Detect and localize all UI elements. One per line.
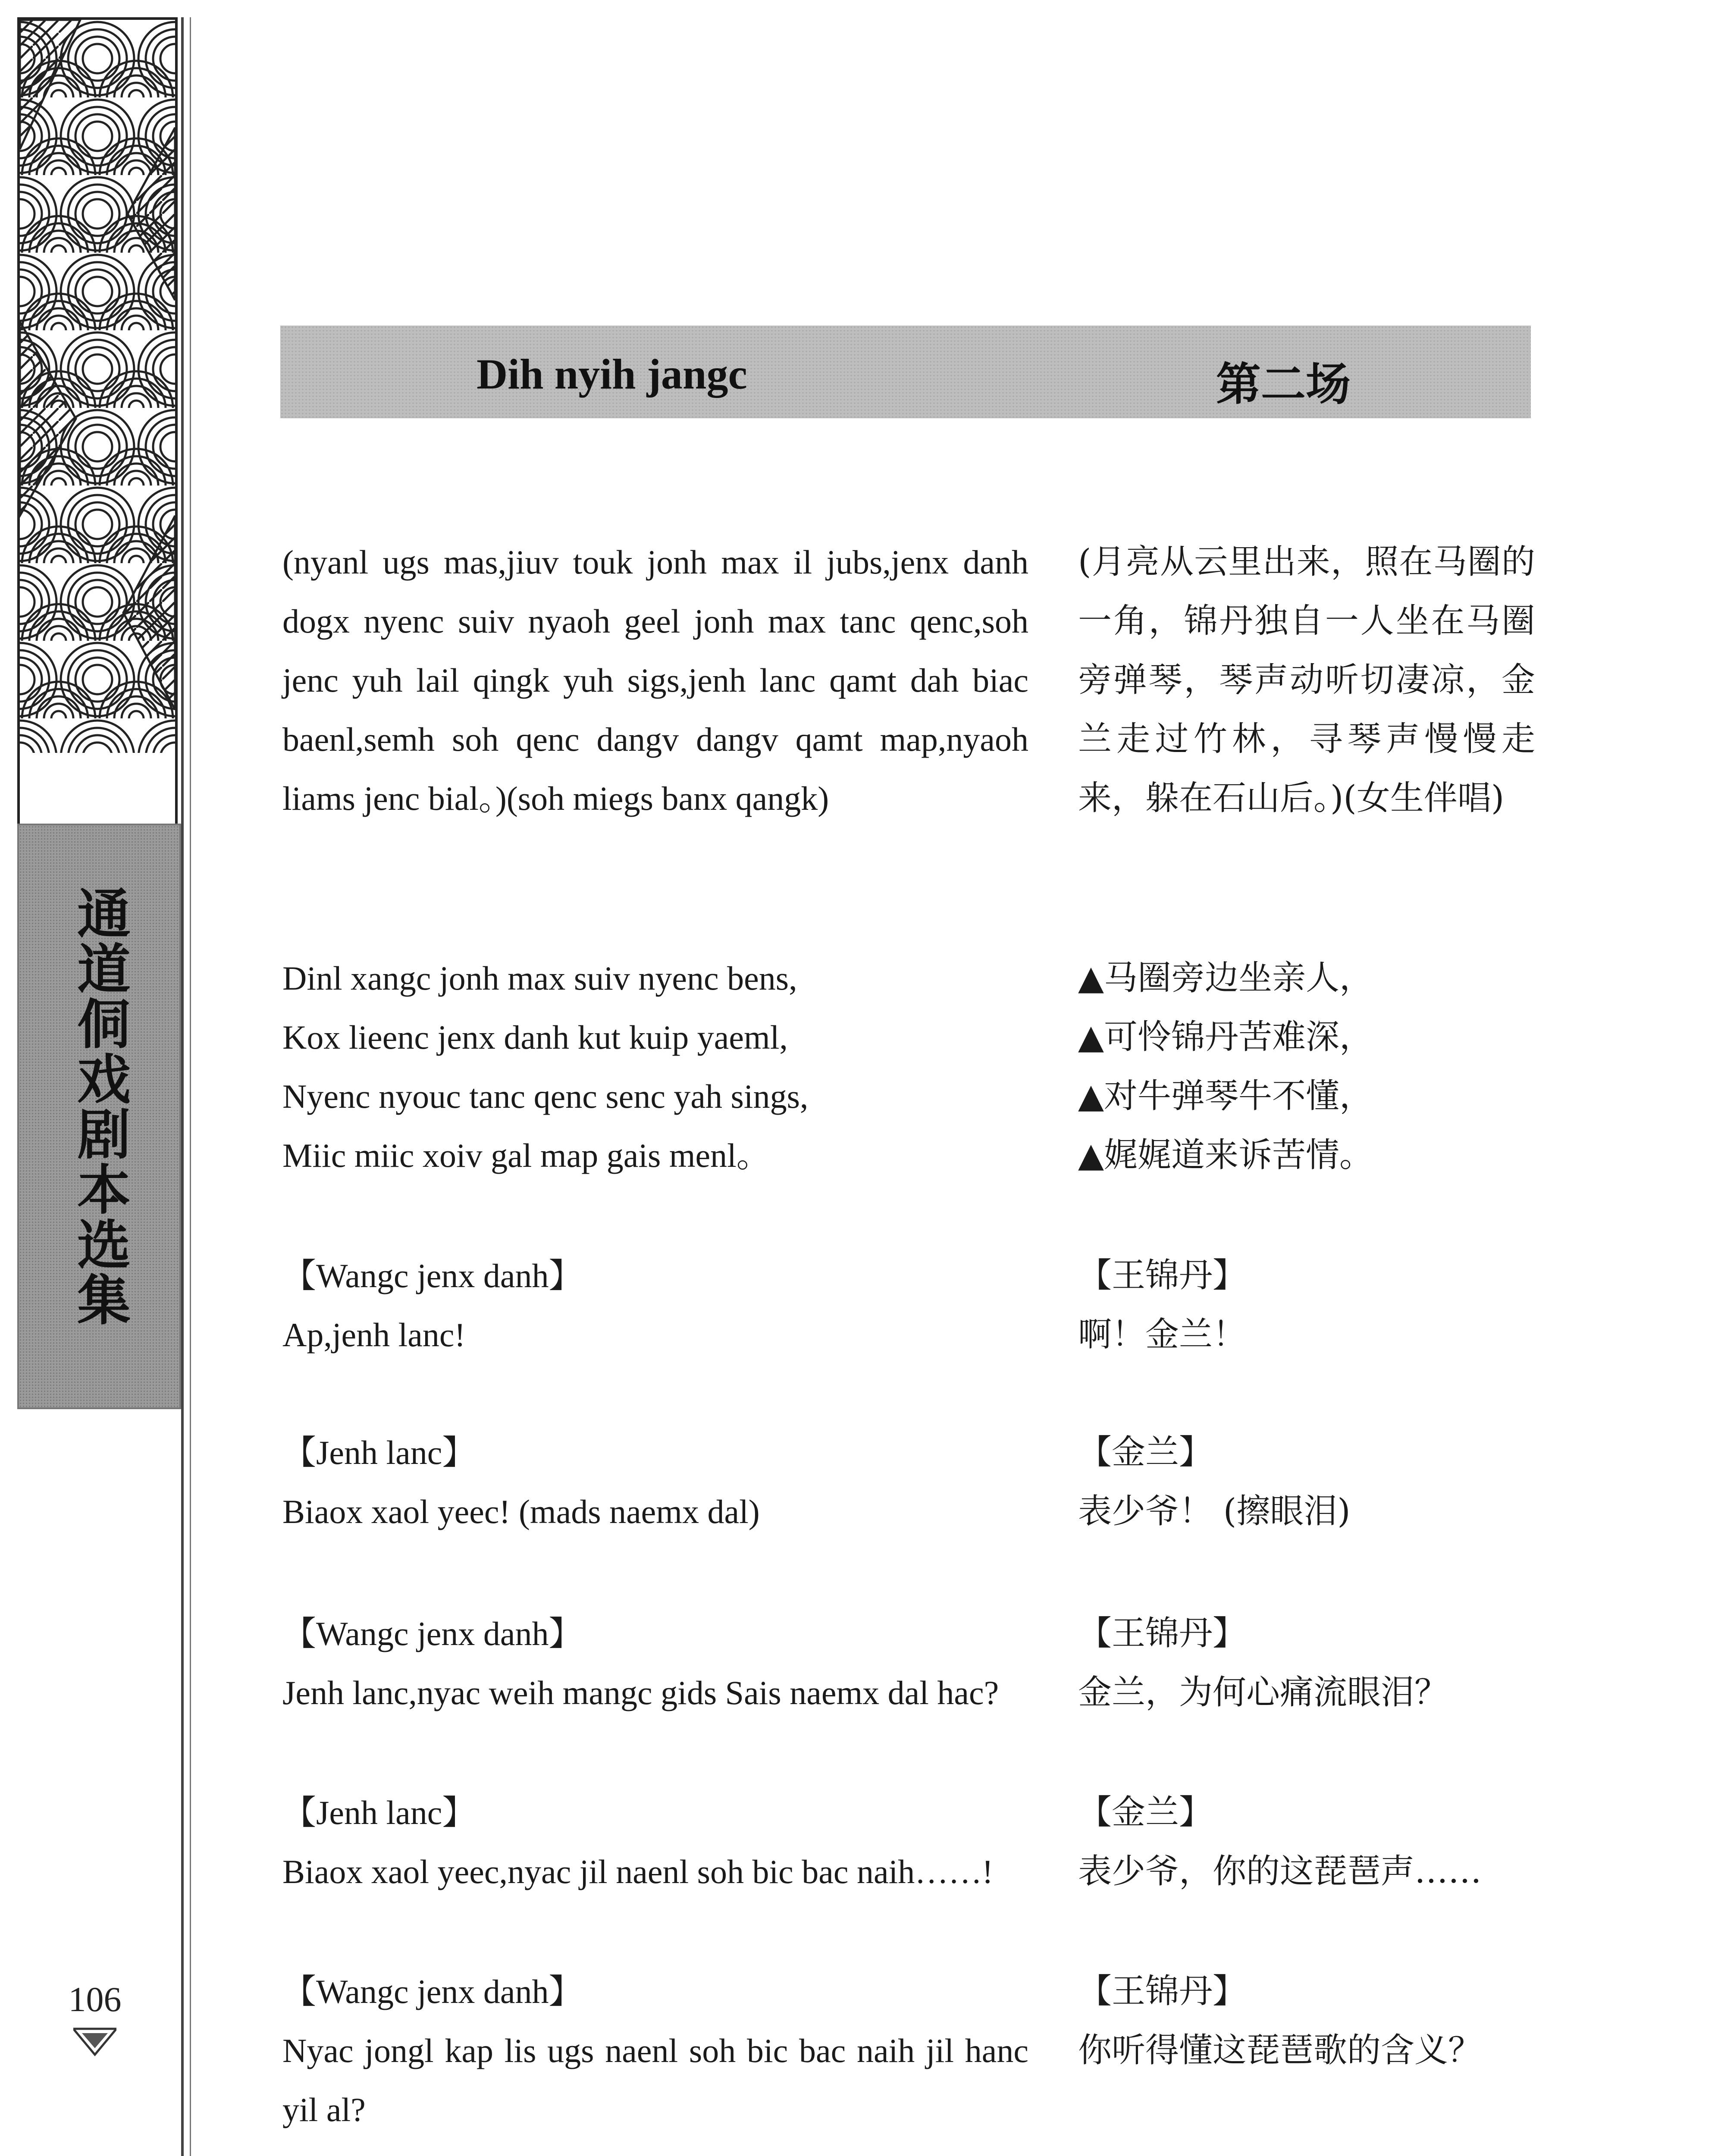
dialogue-3-dong <box>282 1783 1028 1901</box>
scene-title-dong: Dih nyih jangc <box>476 350 747 398</box>
speaker: 【Wangc jenx danh】 <box>282 1973 583 2010</box>
speaker: 【Jenh lanc】 <box>282 1794 476 1831</box>
page-number: 106 <box>68 1980 122 2019</box>
margin-rule <box>181 17 184 2156</box>
dialogue-line: 啊！金兰！ <box>1078 1315 1247 1354</box>
song-zh <box>1078 949 1535 1185</box>
speaker: 【Jenh lanc】 <box>282 1434 476 1471</box>
dialogue-line: 表少爷，你的这琵琶声…… <box>1078 1852 1482 1891</box>
dialogue-2-zh <box>1078 1604 1535 1722</box>
dialogue-0-dong <box>282 1246 1028 1364</box>
dialogue-line: Ap,jenh lanc! <box>282 1316 466 1354</box>
dialogue-1-dong <box>282 1423 1028 1541</box>
speaker: 【王锦丹】 <box>1078 1972 1247 2011</box>
dialogue-line: 金兰，为何心痛流眼泪？ <box>1078 1673 1448 1712</box>
ornament-icon <box>73 2027 116 2057</box>
song-line: Kox lieenc jenx danh kut kuip yaeml, <box>282 1018 788 1056</box>
song-line: ▲马圈旁边坐亲人， <box>1078 959 1373 997</box>
song-dong <box>282 949 1028 1185</box>
dialogue-2-dong <box>282 1604 1028 1722</box>
spine-panel <box>17 824 181 1409</box>
speaker: 【王锦丹】 <box>1078 1256 1247 1295</box>
song-line: Nyenc nyouc tanc qenc senc yah sings, <box>282 1078 809 1115</box>
dialogue-1-zh <box>1078 1423 1535 1541</box>
dialogue-0-zh <box>1078 1246 1535 1364</box>
dialogue-line: 你听得懂这琵琶歌的含义？ <box>1078 2031 1482 2070</box>
song-line: ▲娓娓道来诉苦情。 <box>1078 1136 1373 1175</box>
dialogue-line: Jenh lanc,nyac weih mangc gids Sais naemx dal hac? <box>282 1674 999 1711</box>
dialogue-4-zh <box>1078 1962 1535 2080</box>
dialogue-line: Biaox xaol yeec,nyac jil naenl soh bic bac naih……! <box>282 1853 994 1890</box>
dialogue-line: Biaox xaol yeec! (mads naemx dal) <box>282 1493 760 1530</box>
speaker: 【Wangc jenx danh】 <box>282 1257 583 1294</box>
stage-direction-dong: (nyanl ugs mas,jiuv touk jonh max il jubs,jenx danh dogx nyenc suiv nyaoh geel jonh max tanc qenc,soh jenc yuh lail qingk yuh sigs,jenh lanc qamt dah biac baenl,semh soh qenc dangv dangv qamt map,nyaoh liams jenc bial。)(soh miegs banx qangk) <box>282 543 1028 817</box>
song-line: Miic miic xoiv gal map gais menl。 <box>282 1137 770 1174</box>
margin-rule-thin <box>190 17 191 2156</box>
dialogue-line: 表少爷！ (擦眼泪) <box>1078 1492 1351 1531</box>
speaker: 【金兰】 <box>1078 1793 1213 1832</box>
scene-title-zh: 第二场 <box>1216 358 1351 411</box>
speaker: 【王锦丹】 <box>1078 1614 1247 1653</box>
decorative-wave-band <box>17 17 178 829</box>
song-line: ▲可怜锦丹苦难深， <box>1078 1018 1373 1056</box>
stage-direction-zh: (月亮从云里出来，照在马圈的一角，锦丹独自一人坐在马圈旁弹琴，琴声动听切凄凉，金兰走过竹林，寻琴声慢慢走来，躲在石山后。)(女生伴唱) <box>1078 542 1535 818</box>
dialogue-3-zh <box>1078 1783 1535 1901</box>
dialogue-4-dong <box>282 1962 1028 2139</box>
scene-header <box>280 326 1531 418</box>
speaker: 【金兰】 <box>1078 1433 1213 1472</box>
speaker: 【Wangc jenx danh】 <box>282 1615 583 1652</box>
song-line: Dinl xangc jonh max suiv nyenc bens, <box>282 959 797 997</box>
song-line: ▲对牛弹琴牛不懂， <box>1078 1077 1373 1116</box>
book-title: 通道侗戏剧本选集 <box>68 886 130 1327</box>
dialogue-line: Nyac jongl kap lis ugs naenl soh bic bac naih jil hanc yil al? <box>282 2032 1028 2128</box>
